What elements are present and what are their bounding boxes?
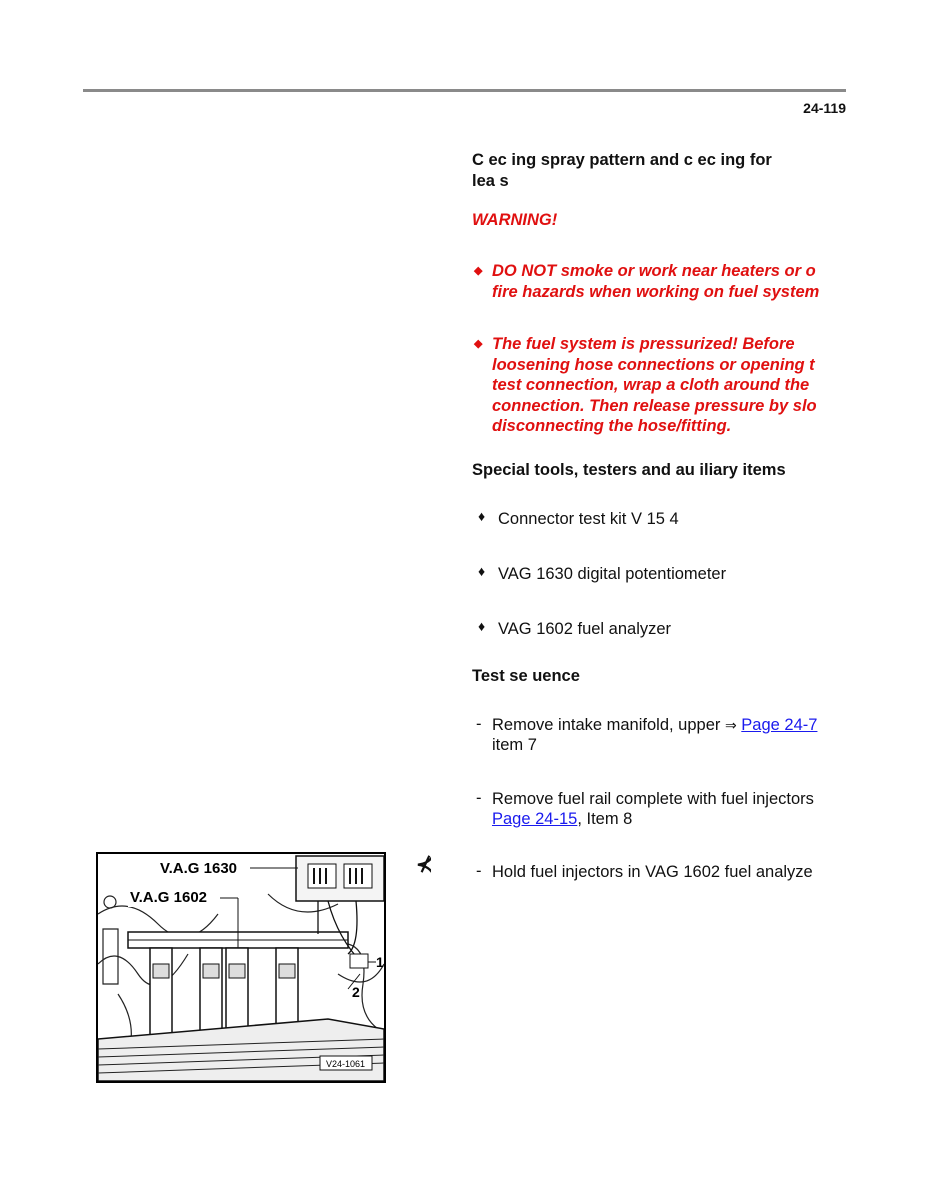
step-item: - Remove intake manifold, upper ⇒ Page 24-7 item 7 [472, 715, 846, 755]
section-title-line-1: C ec ing spray pattern and c ec ing for [472, 151, 772, 169]
step-text-cont: , Item 8 [577, 810, 633, 828]
tool-label: VAG 1630 digital potentiometer [498, 565, 727, 583]
page-number: 24-119 [803, 100, 846, 116]
tools-heading: Special tools, testers and au iliary items [472, 461, 786, 479]
warning-line: fire hazards when working on fuel system [492, 282, 820, 301]
tool-label: Connector test kit V 15 4 [498, 510, 679, 528]
section-title [472, 150, 846, 192]
diamond-bullet-icon: ◆ [474, 338, 483, 350]
warning-line: test connection, wrap a cloth around the [492, 376, 810, 394]
diamond-bullet-icon: ◆ [474, 265, 483, 277]
tool-item [472, 620, 846, 639]
step-item: - Remove fuel rail complete with fuel injectors Page 24-15, Item 8 [472, 789, 846, 829]
warning-item [472, 334, 846, 437]
page-link[interactable]: Page 24-7 [741, 716, 818, 734]
tool-item [472, 565, 846, 584]
figure-pointer-icon: ⊀ [416, 854, 433, 876]
section-title-line-2: lea s [472, 172, 509, 190]
label-vag-1630: V.A.G 1630 [160, 860, 237, 877]
sequence-heading: Test se uence [472, 667, 580, 685]
tool-label: VAG 1602 fuel analyzer [498, 620, 672, 638]
label-vag-1602: V.A.G 1602 [130, 889, 207, 906]
warning-line: DO NOT smoke or work near heaters or o [492, 262, 816, 280]
warning-line: disconnecting the hose/fitting. [492, 417, 732, 435]
right-arrow-icon: ⇒ [724, 717, 737, 733]
warning-label: WARNING! [472, 211, 558, 229]
figure-id: V24-1061 [326, 1059, 366, 1069]
step-text: Remove fuel rail complete with fuel injectors [492, 790, 814, 808]
warning-line: loosening hose connections or opening t [492, 355, 815, 374]
callout-1: 1 [376, 954, 384, 970]
step-text-cont: item 7 [492, 736, 537, 754]
engine-figure [96, 852, 386, 1083]
warning-line: connection. Then release pressure by slo [492, 396, 817, 415]
header-rule [83, 89, 846, 92]
step-item: - Hold fuel injectors in VAG 1602 fuel analyze [472, 862, 846, 882]
tool-item [472, 510, 846, 529]
warning-item [472, 261, 846, 302]
step-text: Hold fuel injectors in VAG 1602 fuel analyze [492, 863, 813, 881]
warning-line: The fuel system is pressurized! Before [492, 335, 795, 353]
diamond-bullet-icon: ♦ [478, 620, 486, 634]
engine-illustration [98, 854, 384, 1081]
diamond-bullet-icon: ♦ [478, 565, 486, 579]
page-link[interactable]: Page 24-15 [492, 810, 578, 828]
diamond-bullet-icon: ♦ [478, 510, 486, 524]
step-text: Remove intake manifold, upper [492, 716, 721, 734]
callout-2: 2 [352, 984, 360, 1000]
